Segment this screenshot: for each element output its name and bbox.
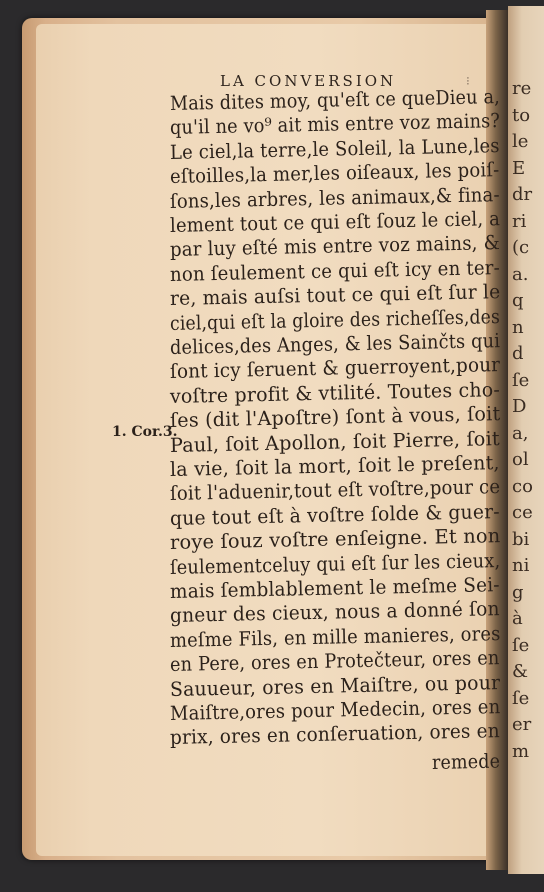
next-page-fragment: a. <box>512 263 529 285</box>
next-page-fragment: m <box>512 740 530 762</box>
text-line: en Pere, ores en Protečteur, ores en <box>169 646 500 677</box>
text-line: remede <box>431 749 501 774</box>
text-line: Paul, ſoit Apollon, ſoit Pierre, ſoit <box>169 426 501 457</box>
text-line: mais ſemblablement le meſme Sei- <box>169 573 500 603</box>
text-line: Mais dites moy, qu'eſt ce queDieu a, <box>169 85 501 115</box>
text-line: roye ſouz voſtre enſeigne. Et non <box>169 524 501 555</box>
next-page-fragment: E <box>512 157 526 179</box>
next-page-fragment: dr <box>512 184 533 205</box>
next-page-fragment: bi <box>512 528 530 550</box>
text-line: re, mais auſsi tout ce qui eſt ſur le <box>169 280 501 311</box>
next-page-fragment: ol <box>512 449 529 470</box>
text-line: par luy eſté mis entre voz mains, & <box>169 231 501 262</box>
next-page-fragment: ſe <box>512 687 530 709</box>
running-header: LA CONVERSION <box>220 72 397 90</box>
text-line: ſes (dit l'Apoſtre) ſont à vous, ſoit <box>169 402 501 433</box>
text-line: ſons,les arbres, les animaux,& fina- <box>169 182 500 213</box>
next-page-fragment: er <box>512 714 532 735</box>
margin-note: 1. Cor.3. <box>112 424 178 440</box>
next-page-fragment: à <box>512 608 523 629</box>
text-line: la vie, ſoit la mort, ſoit le preſent, <box>169 451 500 481</box>
text-line: ſeulementceluy qui eſt ſur les cieux, <box>169 548 501 579</box>
next-page-fragment: (c <box>512 237 530 258</box>
next-page-fragment: n <box>512 316 524 338</box>
next-page-fragment: g <box>512 581 524 603</box>
next-page-fragment: a, <box>512 422 529 444</box>
text-line: lement tout ce qui eſt ſouz le ciel, a <box>169 207 501 237</box>
text-line: Maiſtre,ores pour Medecin, ores en <box>169 695 501 725</box>
text-line: eſtoilles,la mer,les oiſeaux, les poiſ- <box>169 158 500 189</box>
next-page-fragment: to <box>512 104 531 126</box>
text-line: qu'il ne vo⁹ ait mis entre voz mains? <box>169 109 501 140</box>
text-line: meſme Fils, en mille manieres, ores <box>169 621 501 652</box>
next-page-fragment: ſe <box>512 369 530 391</box>
text-line: non ſeulement ce qui eſt icy en ter- <box>169 255 501 286</box>
next-page-fragment: re <box>512 78 532 99</box>
text-line: ſont icy ſeruent & guerroyent,pour <box>169 353 501 384</box>
next-page-fragment: & <box>512 661 529 682</box>
text-line: Sauueur, ores en Maiſtre, ou pour <box>169 670 501 701</box>
header-mark: ⁝ <box>466 74 470 88</box>
next-page-fragment: le <box>512 131 529 152</box>
next-page-fragment: ſe <box>512 634 530 656</box>
next-page-fragment: q <box>512 290 524 311</box>
text-line: gneur des cieux, nous a donné ſon <box>169 597 500 628</box>
text-line: que tout eſt à voſtre ſolde & guer- <box>169 499 501 530</box>
text-line: prix, ores en conſeruation, ores en <box>169 719 501 750</box>
text-line: ſoit l'aduenir,tout eſt voſtre,pour ce <box>169 475 501 506</box>
text-line: delices,des Anges, & les Sainčts qui <box>169 329 501 359</box>
next-page-fragment: d <box>512 343 524 364</box>
next-page-fragment: ri <box>512 210 527 232</box>
next-page-fragment: co <box>512 475 533 497</box>
text-line: voſtre profit & vtilité. Toutes cho- <box>169 377 501 408</box>
text-line: Le ciel,la terre,le Soleil, la Lune,les <box>169 133 500 164</box>
next-page-fragment: D <box>512 396 527 417</box>
text-line: ciel,qui eſt la gloire des richeſſes,des <box>169 304 501 335</box>
next-page-fragment: ni <box>512 555 530 576</box>
next-page-fragment: ce <box>512 502 533 523</box>
